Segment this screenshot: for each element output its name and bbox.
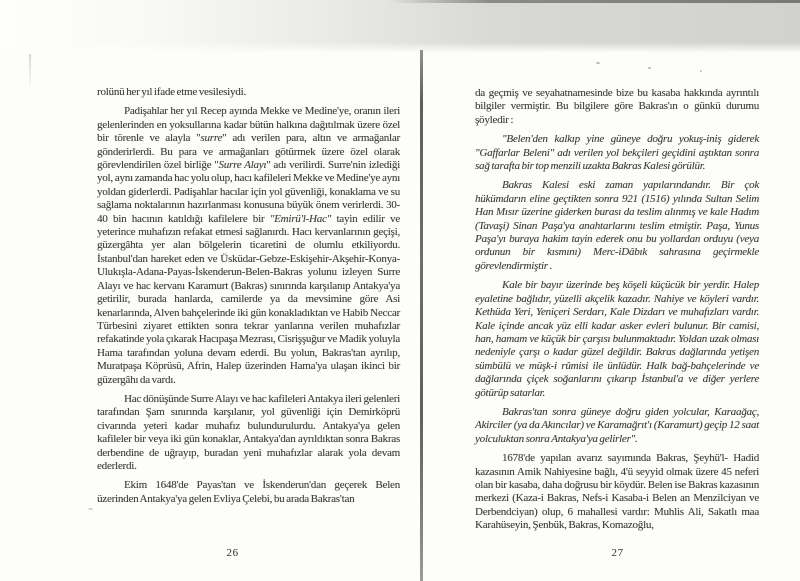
page-stack-edge-shadow bbox=[29, 54, 31, 90]
paragraph bbox=[97, 479, 400, 506]
paragraph bbox=[97, 105, 400, 387]
italic-text-segment: "Emirü'l-Hac" bbox=[269, 212, 332, 225]
text-segment: Padişahlar her yıl Recep ayında Mekke ve Medine'ye, oranın ileri gelenlerinden en yoksullarına kadar bütün halkına dağıtılmak üzere özel bir törenle ve alayla " bbox=[97, 105, 400, 145]
paragraph bbox=[475, 87, 759, 127]
text-segment: rolünü her yıl ifade etme vesilesiydi. bbox=[97, 86, 246, 98]
scanner-edge-band bbox=[0, 0, 800, 52]
scan-speck bbox=[700, 70, 702, 72]
text-segment: da geçmiş ve seyahatnamesinde bize bu kasaba hakkında ayrıntılı bilgiler vermiştir. Bu bilgilere göre Bakras'ın o günkü durumu şöyledir : bbox=[475, 87, 759, 126]
paragraph bbox=[97, 86, 400, 99]
scan-speck bbox=[88, 508, 93, 510]
italic-text-segment: Bakras Kalesi eski zaman yapılarındandır. Bir çok hükümdarın eline geçtikten sonra 921 (1516) yılında Sultan Selim Han Mısır üzerine giderken burası da teslim alınmış ve kale Hadım (Tavaşi) Sinan Paşa'ya anahtarlarını teslim etmiştir. Paşa, Yunus Paşa'yı buraya hakim tayin ederek onu bu yollardan orduyu (veya ordunun bir kısmını) Merc-iDâbık sahrasına geçirmekle görevlendirmiştir . bbox=[475, 179, 759, 272]
right-page-text bbox=[475, 87, 759, 533]
italic-text-segment: Surre Alayı bbox=[218, 159, 267, 172]
italic-text-segment: Bakras'tan sonra güneye doğru giden yolcular, Karaağaç, Akirciler (ya da Akıncılar) ve Karamağrıt'ı (Karamurt) geçip 12 saat yolculuktan sonra Antakya'ya gelirler". bbox=[475, 405, 759, 445]
right-page bbox=[475, 87, 759, 533]
scan-speck bbox=[596, 62, 600, 64]
left-page bbox=[97, 86, 400, 506]
paragraph bbox=[475, 133, 759, 173]
scanner-top-edge-line bbox=[388, 0, 800, 3]
paragraph bbox=[475, 179, 759, 273]
text-segment: Ekim 1648'de Payas'tan ve İskenderun'dan geçerek Belen üzerinden Antakya'ya gelen Evliya Çelebi, bu arada Bakras'tan bbox=[97, 479, 400, 505]
paragraph bbox=[475, 452, 759, 532]
text-segment: 1678'de yapılan avarız sayımında Bakras, Şeyhü'l- Hadid kazasının Amik Nahiyesine bağlı, 4'ü seyyid olmak üzere 45 neferi olan bir kasaba, daha doğrusu bir köydür. Belen ise Bakras kazasının merkezi (Kaza-i Bakras, Nefs-i Kasaba-i Belen an Menzilciyan ve Derbendciyan) olup, 6 mahallesi vardır: Muhlis Ali, Sakatlı maa Karahüseyin, Şenbük, Bakras, Komazoğlu, bbox=[475, 452, 759, 532]
paragraph bbox=[97, 393, 400, 473]
text-segment: " adı verilirdi. Surre'nin izlediği yol, aynı zamanda hac yolu olup, hacı kafileleri Mekke ve Medine'ye aynı yoldan giderlerdi. Padişahlar hacılar için yol güvenliği, konaklama ve su sağlama noktalarının hazırlanması konusuna büyük önem verirlerdi. 30- 40 bin hacının katıldığı kafilelere bir bbox=[97, 159, 400, 225]
scan-speck bbox=[648, 67, 651, 69]
paragraph bbox=[475, 279, 759, 400]
paragraph bbox=[475, 406, 759, 446]
text-segment: " adı verilen para, altın ve armağanlar gönderirlerdi. Bu para ve armağanları götürmek üzere özel olarak görevlendirilen özel birliğe " bbox=[97, 132, 400, 172]
book-spine-line bbox=[420, 50, 423, 581]
italic-text-segment: Kale bir bayır üzerinde beş köşeli küçücük bir yerdir. Halep eyaletine bağlıdır, yüzelli akçelik kazadır. Nahiye ve köyleri vardır. Kethüda Yeri, Yeniçeri Serdarı, Kale Dizdarı ve muhafızları vardır. Kale içinde ancak yüz elli kadar asker evleri bulunur. Bir camisi, han, hamam ve küçük bir çarşısı bulunmaktadır. Yoldan uzak olması nedeniyle çarşı o kadar güzel değildir. Bakras dağlarında yetişen sümbülü ve müşk-i rûmisi ile ünlüdür. Halk bağ-bahçelerinde ve dağlarında çiçek soğanlarını çıkarıp İstanbul'a ve diğer yerlere götürüp satarlar. bbox=[475, 279, 759, 399]
text-segment: Hac dönüşünde Surre Alayı ve hac kafileleri Antakya ileri gelenleri tarafından Şam sınırında karşılanır, yol güvenliği için Demirköprü civarında yeteri kadar muhafız bulundurulurdu. Antakya'ya gelen kafileler bir veya iki gün konaklar, Antakya'dan ayrıldıktan sonra Bakras derbendine de uğrayıp, buradan yeni muhafızlar alarak yola devam ederlerdi. bbox=[97, 392, 400, 472]
left-page-text bbox=[97, 86, 400, 506]
right-page-number: 27 bbox=[611, 547, 624, 559]
italic-text-segment: surre bbox=[200, 132, 223, 145]
italic-text-segment: "Belen'den kalkıp yine güneye doğru yokuş-iniş giderek "Gaffarlar Beleni" adı verilen yol bekçileri geçidini aştıktan sonra sağ tarafta bir top menzili uzakta Bakras Kalesi görülür. bbox=[475, 133, 759, 173]
left-page-number: 26 bbox=[226, 547, 239, 559]
text-segment: tayin edilir ve yeterince muhafızın refakat etmesi sağlanırdı. Hacı kervanlarının geçişi, güzergâhta yer alan bölgelerin ticaretini de olumlu etkiliyordu. İstanbul'dan hareket eden ve Üsküdar-Gebze-Eskişehir-Akşehir-Konya-Ulukışla-Adana-Payas-İskenderun-Belen-Bakras yolunu izleyen Surre Alayı ve hac kervanı Karamurt (Bakras) sınırında karşılanıp Antakya'ya getirilir, burada hanlarda, camilerde ya da mevsimine göre Asi kenarlarında, Alven bahçelerinde iki gün konakladıktan ve Habib Neccar Türbesini ziyaret ettikten sonra tekrar yanlarına verilen muhafızlar refakatinde yola çıkarak Hacıpaşa Mezrası, Cisrişşuğur ve Madik yoluyla Hama tarafından yoluna devam ederdi. Bu yolun, Bakras'tan ayrılıp, Muratpaşa Köprüsü, Afrin, Halep üzerinden Hama'ya ulaşan ikinci bir güzergâhı da vardı. bbox=[97, 212, 400, 386]
